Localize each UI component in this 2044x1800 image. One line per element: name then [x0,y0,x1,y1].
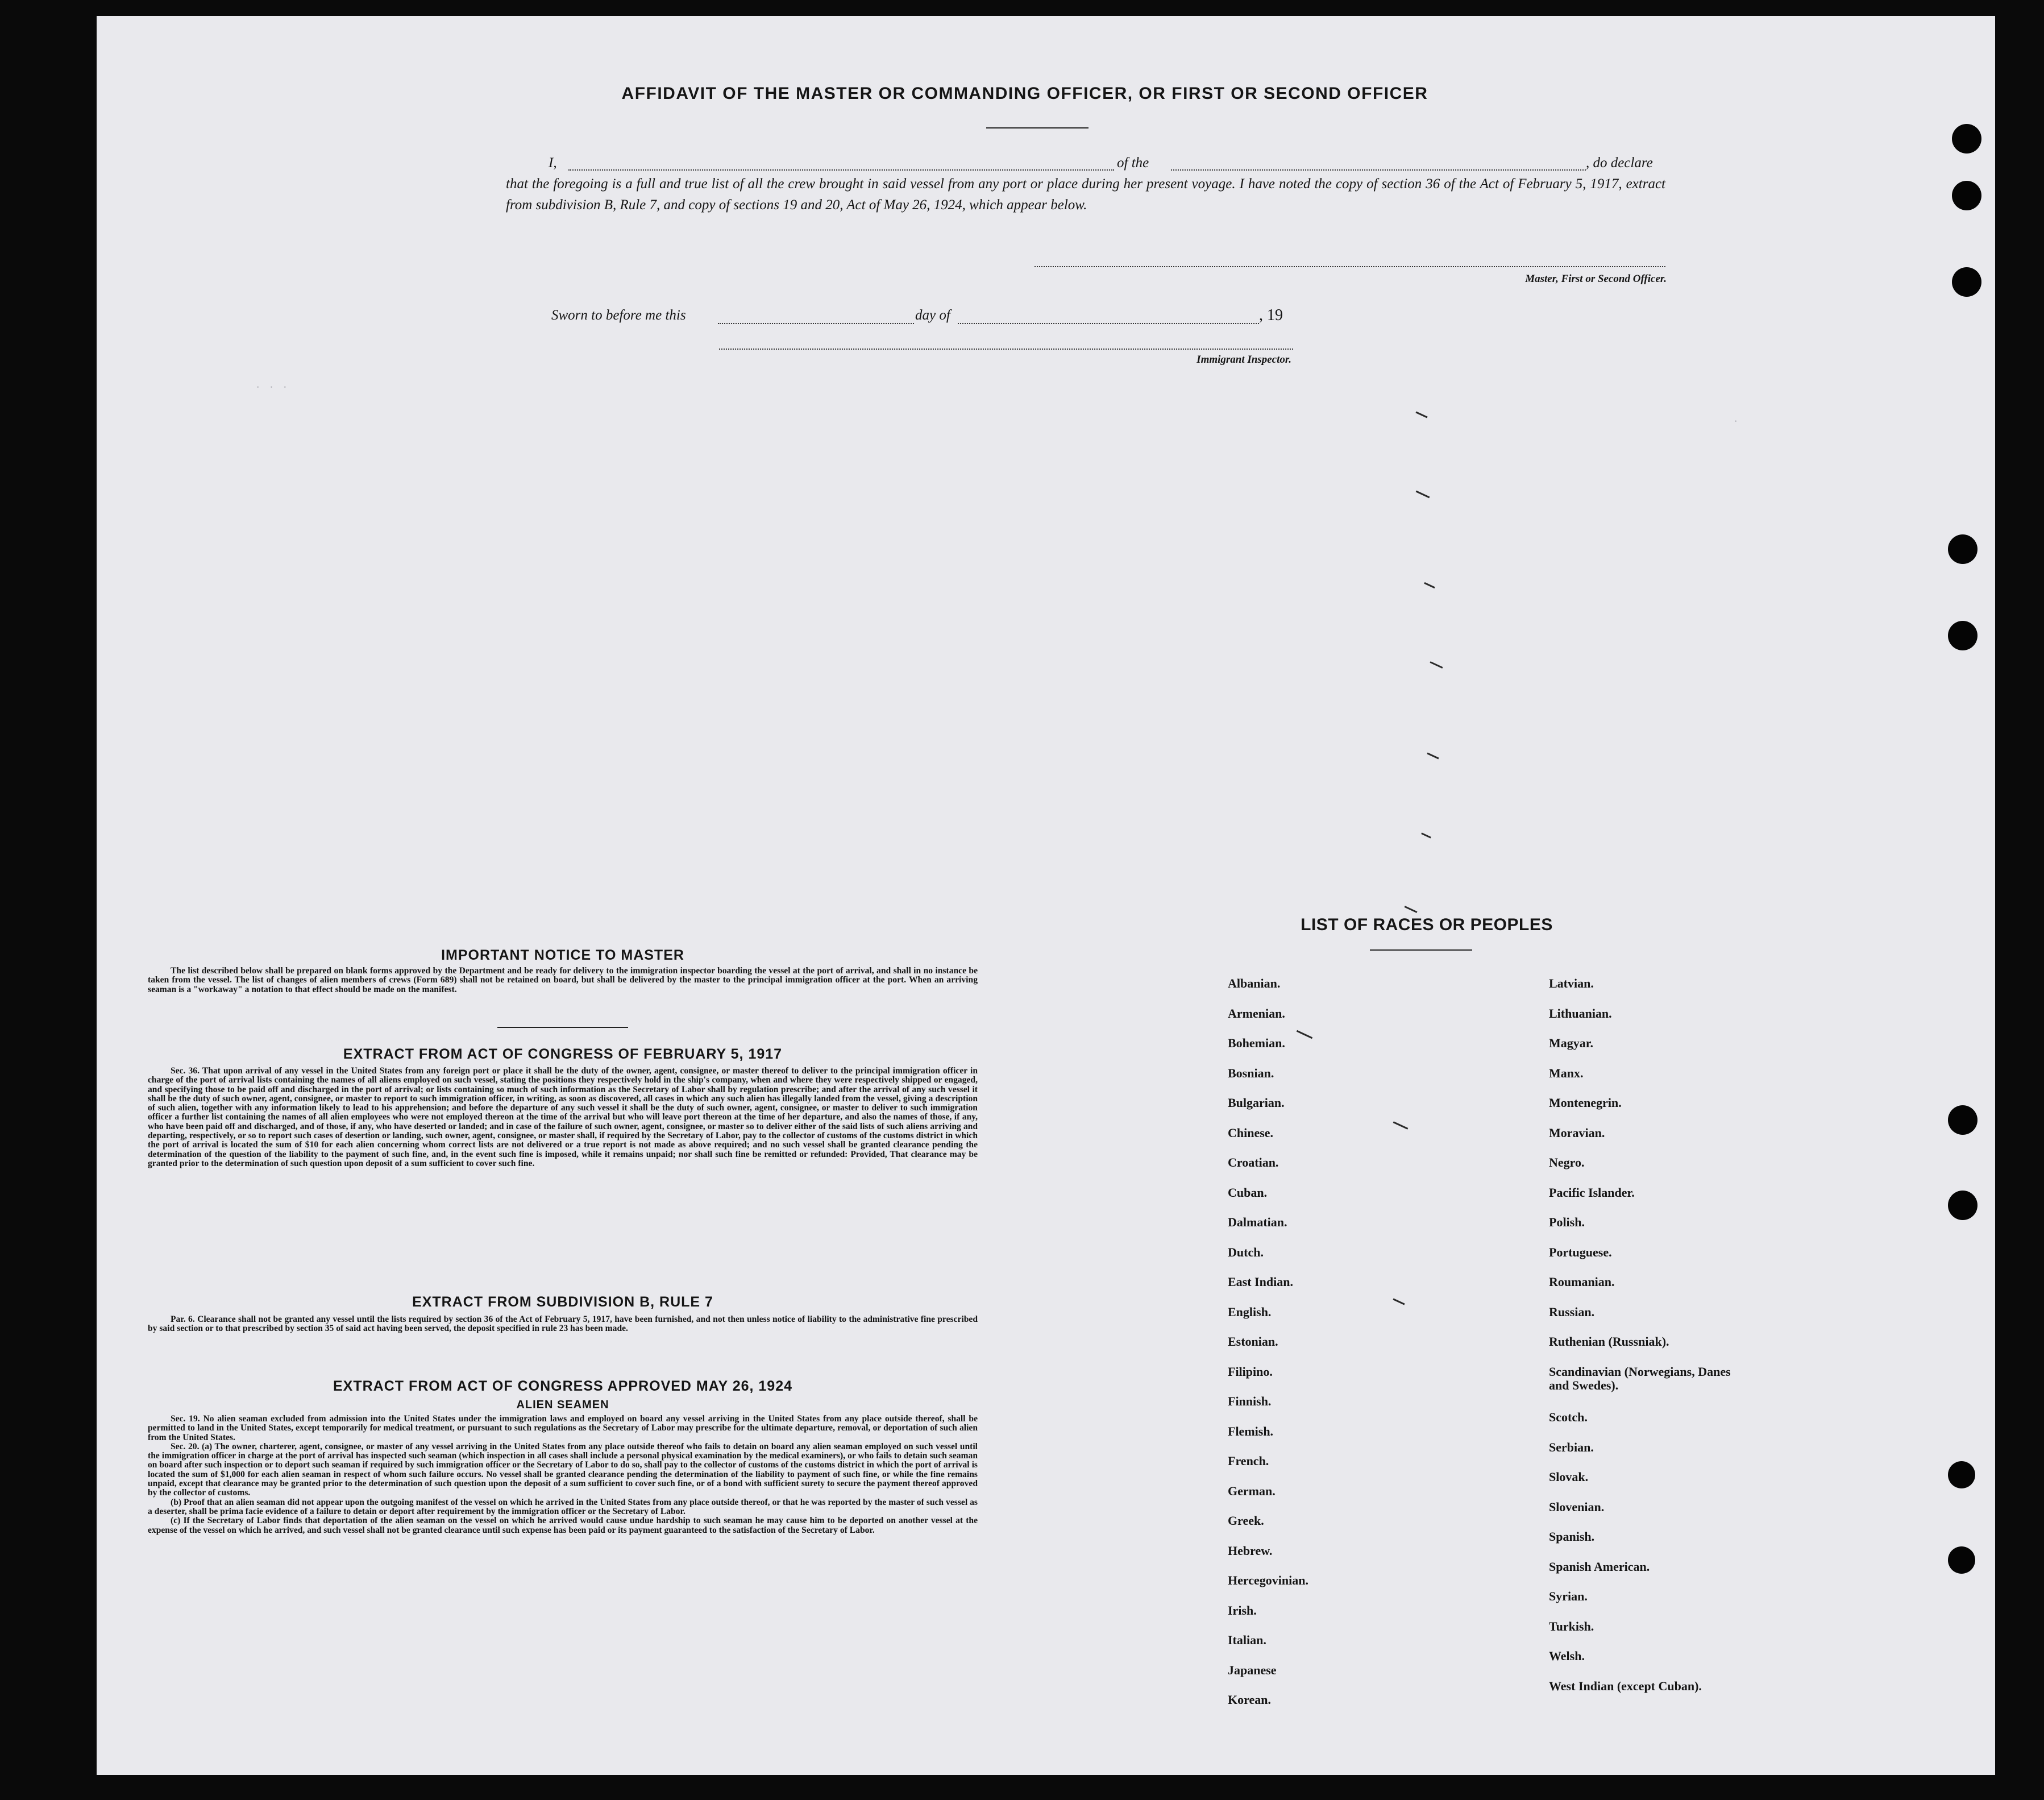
signature-line[interactable] [1035,266,1665,267]
race-entry: Welsh. [1549,1649,1585,1663]
race-entry: Moravian. [1549,1126,1605,1140]
race-entry: Cuban. [1228,1185,1268,1200]
inspector-caption: Immigrant Inspector. [1197,354,1291,366]
sworn-month-line[interactable] [958,323,1259,324]
stray-mark [1415,411,1427,418]
stray-mark [1416,491,1430,499]
race-entry: Russian. [1549,1305,1595,1319]
punch-hole [1948,1546,1975,1574]
races-title: LIST OF RACES OR PEOPLES [1301,915,1553,934]
race-entry: Slovenian. [1549,1500,1605,1514]
race-entry: Irish. [1228,1603,1257,1617]
declarant-name-line[interactable] [568,169,1114,171]
race-entry: English. [1228,1305,1272,1319]
stray-mark [1393,1298,1405,1305]
paragraph-6: Par. 6. Clearance shall not be granted any vessel until the lists required by section 36 of the Act of February 5, 1917, have been furnished, and not then unless notice of liability to the administrative fine prescribed by said section or to that prescribed by section 35 of said act having been served, the deposit specified in rule 23 has been made. [148,1314,978,1334]
declarant-pronoun: I, [549,155,557,171]
race-entry: Filipino. [1228,1364,1273,1379]
race-entry: Greek. [1228,1513,1264,1528]
notice-title: IMPORTANT NOTICE TO MASTER [441,947,684,963]
race-entry: Roumanian. [1549,1275,1615,1289]
race-entry: Polish. [1549,1215,1585,1229]
race-entry: West Indian (except Cuban). [1549,1679,1702,1693]
stray-mark [1427,752,1439,759]
stray-mark [1421,832,1431,838]
sworn-label: Sworn to before me this [551,308,686,323]
race-entry: Korean. [1228,1693,1271,1707]
race-entry: Scotch. [1549,1410,1588,1424]
race-entry: Albanian. [1228,976,1281,990]
section-20a-paragraph: Sec. 20. (a) The owner, charterer, agent, consignee, or master of any vessel arriving in the United States from any place outside thereof who fails to detain on board any alien seaman employed on such vessel until the immigration officer in charge at the port of arrival has inspected such seaman (which inspection in all cases shall include a personal physical examination by the medical examiners), or who fails to detain such seaman on board after such inspection or to deport such seaman if required by such immigration officer or the Secretary of Labor to do so, shall pay to the collector of customs of the customs district in which the port of arrival is located the sum of $1,000 for each alien seaman in respect of whom such failure occurs. No vessel shall be granted clearance pending the determination of the liability to payment of such fine, or while the fine remains unpaid, except that clearance may be granted prior to the determination of such question upon the deposit of a sum sufficient to cover such fine, or of a bond with sufficient surety to secure the payment thereof approved by the collector of customs. [148,1441,978,1498]
race-entry: Japanese [1228,1663,1277,1677]
punch-hole [1948,1461,1975,1488]
notice-paragraph: The list described below shall be prepared on blank forms approved by the Department and be ready for delivery to the immigration inspector boarding the vessel at the port of arrival, and shall in no instance be taken from the vessel. The list of changes of alien members of crews (Form 689) shall not be retained on board, but shall be delivered by the master to the principal immigration officer at the port. When an arriving seaman is a "workaway" a notation to that effect should be made on the manifest. [148,966,978,994]
stray-mark [1404,906,1417,913]
race-entry: Bohemian. [1228,1036,1285,1050]
race-entry: Manx. [1549,1066,1584,1080]
extract-1917-text [148,1067,978,1168]
race-entry: French. [1228,1454,1269,1468]
title-underline [986,127,1089,128]
alien-seamen-subtitle: ALIEN SEAMEN [516,1399,609,1411]
punch-hole [1952,124,1981,154]
race-entry: Dalmatian. [1228,1215,1287,1229]
race-entry: Syrian. [1549,1589,1588,1603]
inspector-signature-line[interactable] [719,349,1293,350]
race-entry: Hercegovinian. [1228,1573,1308,1587]
vessel-name-line[interactable] [1171,169,1586,171]
of-the-label: of the [1117,155,1149,171]
punch-hole [1948,1105,1977,1135]
stray-mark [1430,661,1443,669]
section-36-paragraph: Sec. 36. That upon arrival of any vessel in the United States from any foreign port or place it shall be the duty of the owner, agent, consignee, or master thereof to deliver to the principal immigration officer in charge of the port of arrival lists containing the names of all aliens employed on such vessel, stating the positions they respectively hold in the ship's company, when and where they were respectively shipped or engaged, and specifying those to be paid off and discharged in the port of arrival; or lists containing so much of such information as the Secretary of Labor shall by regulation prescribe; and after the arrival of any such vessel it shall be the duty of such owner, agent, consignee, or master to report to such immigration officer, in writing, as soon as discovered, all cases in which any such alien has illegally landed from the vessel, giving a description of such alien, together with any information likely to lead to his apprehension; and before the departure of any such vessel it shall be the duty of such owner, agent, consignee, or master to deliver to such immigration officer a further list containing the names of all alien employees who were not employed thereon at the time of the arrival but who will leave port thereon at the time of her departure, and also the names of those, if any, who have been paid off and discharged, and of those, if any, who have deserted or landed; and in case of the failure of such owner, agent, consignee, or master so to deliver either of the said lists of such aliens arriving and departing, respectively, or so to report such cases of desertion or landing, such owner, agent, consignee, or master shall, if required by the Secretary of Labor, pay to the collector of customs of the customs district in which the port of arrival is located the sum of $10 for each alien concerning whom correct lists are not delivered or a true report is not made as above required; and no such vessel shall be granted clearance pending the determination of the question of the liability to the payment of such fine, and, in the event such fine is imposed, while it remains unpaid; nor shall such fine be remitted or refunded: Provided, That clearance may be granted prior to the determination of such question upon deposit of a sum sufficient to cover such fine. [148,1066,978,1168]
race-entry: East Indian. [1228,1275,1293,1289]
punch-hole [1948,534,1977,564]
extract-1917-title: EXTRACT FROM ACT OF CONGRESS OF FEBRUARY 5, 1917 [343,1046,783,1062]
race-entry: Spanish. [1549,1529,1595,1544]
section-19-paragraph: Sec. 19. No alien seaman excluded from admission into the United States under the immigration laws and employed on board any vessel arriving in the United States from any place outside thereof, shall be permitted to land in the United States, except temporarily for medical treatment, or pursuant to such regulations as the Secretary of Labor may prescribe for the ultimate departure, removal, or deportation of such alien from the United States. [148,1414,978,1442]
race-entry: Italian. [1228,1633,1266,1647]
section-20b-paragraph: (b) Proof that an alien seaman did not appear upon the outgoing manifest of the vessel on which he arrived in the United States from any place outside thereof, or that he was reported by the master of such vessel as a deserter, shall be prima facie evidence of a failure to detain or deport after requirement by the immigration officer or the Secretary of Labor. [148,1497,978,1516]
stray-mark [1393,1121,1409,1130]
race-entry: Bulgarian. [1228,1096,1285,1110]
declaration-text: that the foregoing is a full and true list of all the crew brought in said vessel from any port or place during her present voyage. I have noted the copy of section 36 of the Act of February 5, 1917, extract from subdivision B, Rule 7, and copy of sections 19 and 20, Act of May 26, 1924, which appear below. [506,176,1665,213]
punch-hole [1948,621,1977,650]
race-entry: Scandinavian (Norwegians, Danes and Swedes). [1549,1364,1731,1392]
race-entry: Bosnian. [1228,1066,1274,1080]
race-entry: Magyar. [1549,1036,1594,1050]
section-divider [497,1027,628,1028]
notice-text [148,967,978,994]
extract-rule7-title: EXTRACT FROM SUBDIVISION B, RULE 7 [412,1294,713,1310]
stray-mark [1424,582,1435,588]
bleed-through-mark: · · · [256,380,287,394]
race-entry: Ruthenian (Russniak). [1549,1334,1669,1349]
race-entry: Turkish. [1549,1619,1594,1633]
extract-rule7-text [148,1315,978,1334]
race-entry: Montenegrin. [1549,1096,1622,1110]
race-entry: Dutch. [1228,1245,1264,1259]
race-entry: Hebrew. [1228,1544,1273,1558]
bleed-through-mark: · [1734,414,1738,428]
race-entry: Armenian. [1228,1006,1285,1021]
extract-1924-title: EXTRACT FROM ACT OF CONGRESS APPROVED MAY 26, 1924 [333,1378,793,1394]
extract-1924-text [148,1415,978,1535]
race-entry: Flemish. [1228,1424,1274,1438]
do-declare-label: , do declare [1586,155,1653,171]
race-entry: Latvian. [1549,976,1594,990]
signature-caption: Master, First or Second Officer. [1525,273,1667,285]
stray-mark [1297,1030,1312,1039]
race-entry: Croatian. [1228,1155,1279,1169]
affidavit-title: AFFIDAVIT OF THE MASTER OR COMMANDING OFFICER, OR FIRST OR SECOND OFFICER [621,84,1428,103]
day-of-label: day of [915,308,950,323]
race-entry: Serbian. [1549,1440,1594,1454]
race-entry: Chinese. [1228,1126,1274,1140]
race-entry: Pacific Islander. [1549,1185,1635,1200]
section-20c-paragraph: (c) If the Secretary of Labor finds that deportation of the alien seaman on the vessel on which he arrived would cause undue hardship to such seaman he may cause him to be deported on another vessel at the expense of the vessel on which he arrived, and such vessel shall not be granted clearance until such expense has been paid or its payment guaranteed to the satisfaction of the Secretary of Labor. [148,1516,978,1535]
race-entry: Lithuanian. [1549,1006,1612,1021]
race-entry: Portuguese. [1549,1245,1612,1259]
race-entry: German. [1228,1484,1276,1498]
race-entry: Finnish. [1228,1394,1272,1408]
punch-hole [1952,181,1981,210]
punch-hole [1952,267,1981,297]
race-entry: Estonian. [1228,1334,1278,1349]
race-entry: Slovak. [1549,1470,1589,1484]
sworn-day-line[interactable] [718,323,914,324]
punch-hole [1948,1191,1977,1220]
year-label: , 19 [1259,306,1283,324]
document-page [97,16,1995,1775]
race-entry: Negro. [1549,1155,1585,1169]
races-underline [1370,949,1472,951]
race-entry: Spanish American. [1549,1560,1650,1574]
